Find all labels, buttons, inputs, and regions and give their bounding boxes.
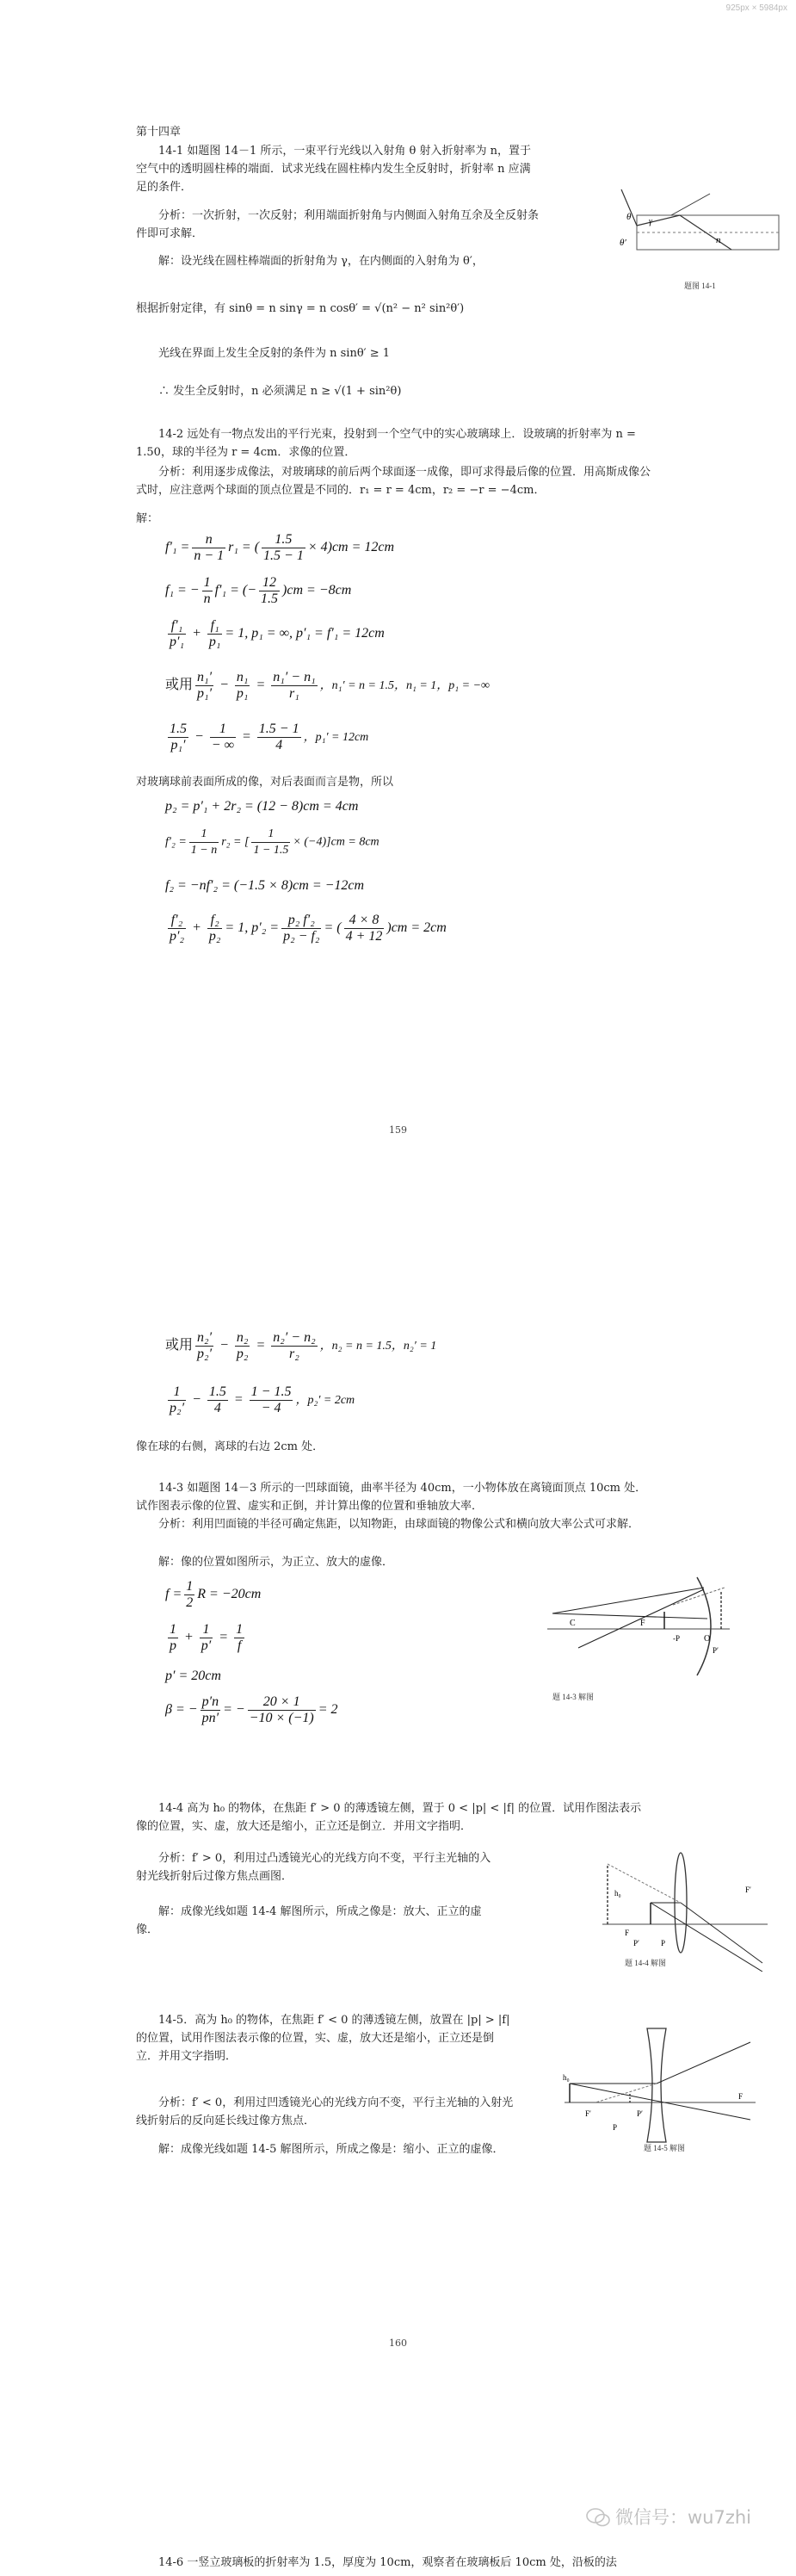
- problem-14-4-analysis: [136, 1849, 497, 1886]
- eq-end: )cm = 2cm: [386, 920, 447, 936]
- eq-end: = 1, p₁ = ∞, p′₁ = f′₁ = 12cm: [225, 626, 385, 641]
- equation-p2-prime: $\frac{1}{\text{p₂′}}$ − $\frac{1.5}{4}$ = $\frac{1 - 1.5}{- 4}$ ，p₂′ = 2cm: [170, 1384, 355, 1415]
- ray-center: [570, 2084, 750, 2120]
- figure-14-3-caption: 题 14-3 解图: [552, 1693, 594, 1701]
- eq-b-den: p₁: [236, 686, 249, 701]
- refraction-law-text: 根据折射定律，有 sinθ = n sinγ = n cosθ′ = √(n² − n² sin²θ′): [136, 302, 465, 315]
- analysis-text: 分析：利用逐步成像法，对玻璃球的前后两个球面逐一成像，即可求得最后像的位置．用高斯成像公式时，应注意两个球面的顶点位置是不同的．r₁ = r = 4cm，r₂ = −r = −4cm．: [136, 466, 651, 497]
- ray-1: [552, 1588, 704, 1613]
- ray-2: [552, 1613, 707, 1619]
- eq-d-den: 4 + 12: [345, 929, 383, 944]
- eq-den2: 1 − 1.5: [253, 844, 289, 857]
- problem-14-1-refraction-law: [136, 300, 652, 318]
- eq-den2: −10 × (−1): [249, 1711, 314, 1725]
- eq-mid: = −: [223, 1702, 245, 1718]
- eq-a-den: p₁′: [170, 738, 186, 752]
- eq-b-den: − ∞: [211, 738, 234, 752]
- problem-14-2-result: [136, 1438, 652, 1456]
- problem-14-4-statement: [136, 1799, 652, 1836]
- page-number-160: 160: [389, 2338, 407, 2349]
- label-p-prime: P′: [713, 1646, 719, 1655]
- eq-num2: 1.5: [262, 532, 305, 548]
- label-o: O: [704, 1634, 711, 1644]
- problem-14-5-analysis: [136, 2094, 515, 2130]
- eq-a-num: f′₂: [168, 913, 186, 929]
- eq-b-num: f₁: [207, 618, 223, 635]
- eq-b-num: 1: [210, 721, 236, 738]
- eq-num: 1: [186, 1579, 194, 1594]
- problem-14-5-solution: [136, 2140, 515, 2158]
- chapter-title: 第十四章: [136, 126, 182, 139]
- result-text: 像在球的右侧，离球的右边 2cm 处．: [136, 1440, 324, 1453]
- eq-a-num: 1: [168, 1384, 186, 1401]
- eq-d-num: 4 × 8: [344, 913, 385, 929]
- problem-14-6-partial: [136, 2554, 756, 2572]
- eq-end: ，p₁′ = 12cm: [303, 731, 369, 745]
- escaping-ray: [671, 194, 710, 215]
- problem-14-3-statement: [136, 1479, 652, 1515]
- problem-14-1-solution: [136, 252, 566, 270]
- eq-end: R = −20cm: [197, 1587, 262, 1602]
- eq-c-num: 1.5 − 1: [258, 721, 299, 736]
- eq-rest: r₂ = [: [221, 835, 250, 849]
- statement-text: 14-5．高为 h₀ 的物体，在焦距 f′ < 0 的薄透镜左侧，放置在 |p| > |f| 的位置，试用作图法表示像的位置，实、虚，放大还是缩小，正立还是倒立．并用文字指明．: [136, 2014, 510, 2063]
- figure-14-1: [620, 181, 792, 301]
- equation-refraction-1: 或用 $\frac{\text{n₁′}}{\text{p₁′}}$ − $\frac{\text{n₁}}{\text{p₁}}$ = $\frac{\text{n₁′ − n₁}}{\text{r₁}}$ ，n₁′ = n = 1.5，n₁ = 1，p₁ = −∞: [165, 670, 491, 701]
- equation-mirror: $\frac{1}{p}$ + $\frac{1}{p'}$ = $\frac{1}{f}$: [170, 1622, 244, 1653]
- eq-den: 1 − n: [190, 844, 218, 857]
- ray-back-extension: [595, 2084, 657, 2102]
- label-gamma: γ: [649, 217, 652, 226]
- eq-end: × 4)cm = 12cm: [307, 540, 395, 555]
- eq-num2: 20 × 1: [248, 1694, 316, 1711]
- analysis-text: 分析：f′ > 0，利用过凸透镜光心的光线方向不变，平行主光轴的入射光线折射后过像方焦点画图．: [136, 1852, 491, 1883]
- equation-refraction-2: 或用 $\frac{\text{n₂′}}{\text{p₂′}}$ − $\frac{\text{n₂}}{\text{p₂}}$ = $\frac{\text{n₂′ − n₂}}{\text{r₂}}$ ，n₂ = n = 1.5，n₂′ = 1: [165, 1330, 437, 1361]
- tir-text: 光线在界面上发生全反射的条件为 n sinθ′ ≥ 1: [158, 347, 391, 360]
- eq-lhs: β = −: [165, 1702, 198, 1718]
- figure-14-4-caption: 题 14-4 解图: [625, 1959, 666, 1967]
- eq-num: 1: [203, 575, 211, 590]
- solution-text: 解：成像光线如题 14-4 解图所示，所成之像是：放大、正立的虚像．: [136, 1905, 482, 1936]
- reflected-ray: [680, 215, 731, 250]
- eq-eq: = (: [324, 920, 342, 936]
- label-f: F: [640, 1619, 645, 1628]
- label-h0: h₀: [563, 2073, 570, 2082]
- watermark: [586, 2504, 751, 2530]
- statement-text: 14-3 如题图 14－3 所示的一凹球面镜，曲率半径为 40cm，一小物体放在离镜面顶点 10cm 处．试作图表示像的位置、虚实和正倒，并计算出像的位置和垂轴放大率．: [136, 1482, 647, 1513]
- eq-lhs: f′₁ =: [165, 540, 190, 555]
- eq-mid: = 1, p′₂ =: [225, 920, 280, 936]
- equation-magnification: [165, 1694, 338, 1726]
- eq-num: p′n: [201, 1694, 219, 1709]
- eq-a-den: p₁′: [197, 686, 213, 701]
- statement-text: 14-4 高为 h₀ 的物体，在焦距 f′ > 0 的薄透镜左侧，置于 0 < |p| < |f| 的位置．试用作图法表示像的位置，实、虚，放大还是缩小，正立还是倒立．并用文字指明．: [136, 1802, 642, 1833]
- label-p: -P: [673, 1634, 681, 1643]
- eq-c-num: n₂′ − n₂: [273, 1330, 316, 1345]
- eq-lhs: f₁ = −: [165, 583, 200, 598]
- eq-lhs: f =: [165, 1587, 182, 1602]
- statement-text: 14-1 如题图 14－1 所示，一束平行光线以入射角 θ 射入折射率为 n，置于空气中的透明圆柱棒的端面．试求光线在圆柱棒内发生全反射时，折射率 n 应满足的条件．: [136, 145, 532, 194]
- eq-lhs: 或用: [165, 1338, 194, 1353]
- eq-b-den: p₂: [208, 929, 221, 944]
- eq-end: )cm = −8cm: [282, 583, 352, 598]
- ray-diverging: [657, 2042, 750, 2084]
- eq-a-den: p′₂: [170, 929, 185, 944]
- figure-14-3: [544, 1570, 735, 1708]
- problem-14-2-note: [136, 773, 652, 791]
- virtual-ray: [673, 1588, 725, 1605]
- refracted-ray: [637, 215, 680, 226]
- eq-a-num: f′₁: [168, 618, 186, 635]
- eq-c-den: f: [237, 1638, 242, 1653]
- eq-c-num: p₂ f′₂: [281, 913, 321, 929]
- label-n: n: [716, 235, 721, 245]
- eq-end: ，n₂ = n = 1.5，n₂′ = 1: [319, 1340, 437, 1353]
- eq-b-num: n₂: [236, 1330, 249, 1345]
- eq-c-num: 1 − 1.5: [250, 1384, 292, 1399]
- eq-end: ，p₂′ = 2cm: [295, 1394, 355, 1408]
- equation-f1-prime: [165, 532, 394, 564]
- problem-14-2-analysis: [136, 463, 652, 499]
- eq-a-den: p₂′: [197, 1347, 213, 1361]
- ray-refracted: [681, 1903, 762, 1963]
- label-p: P: [613, 2123, 618, 2132]
- eq-end: ，n₁′ = n = 1.5，n₁ = 1，p₁ = −∞: [319, 679, 491, 693]
- eq-c-den: − 4: [261, 1401, 281, 1415]
- eq-den: pn′: [201, 1711, 219, 1725]
- problem-14-5-statement: [136, 2011, 515, 2065]
- dimensions-label: 925px × 5984px: [725, 3, 787, 13]
- label-p: P: [661, 1939, 666, 1947]
- equation-gauss-1: $\frac{\text{f′₁}}{\text{p′₁}}$ + $\frac{\text{f₁}}{\text{p₁}}$ = 1, p₁ = ∞, p′₁ = f′₁ = 12cm: [170, 618, 385, 649]
- problem-14-1-statement: [136, 142, 540, 196]
- conclusion-text: ∴ 发生全反射时，n 必须满足 n ≥ √(1 + sin²θ): [158, 385, 402, 398]
- label-p-prime: P′: [633, 1939, 639, 1947]
- eq-b-den: p′: [201, 1638, 212, 1653]
- eq-c-den: p₂ − f₂: [283, 929, 320, 944]
- eq-den2: 1.5: [261, 591, 279, 606]
- problem-14-3-solution: [136, 1553, 652, 1571]
- eq-c-den: r₂: [289, 1347, 299, 1361]
- eq-c-num: n₁′ − n₁: [273, 670, 316, 684]
- eq-b-num: 1.5: [208, 1384, 226, 1399]
- problem-14-4-solution: [136, 1903, 497, 1939]
- problem-14-3-analysis: [136, 1515, 652, 1533]
- eq-num2: 12: [259, 575, 280, 591]
- solution-text: 解：设光线在圆柱棒端面的折射角为 γ，在内侧面的入射角为 θ′，: [158, 255, 484, 268]
- eq-end: = 2: [318, 1702, 338, 1718]
- eq-lhs: f′₂ =: [165, 835, 187, 849]
- eq-a-den: p′₁: [170, 635, 185, 649]
- equation-p-prime: p′ = 20cm: [165, 1669, 221, 1683]
- eq-a-num: 1: [170, 1622, 176, 1637]
- equation-focal: [165, 1579, 261, 1611]
- note-text: 对玻璃球前表面所成的像，对后表面而言是物，所以: [136, 776, 394, 789]
- eq-num: n: [192, 532, 225, 548]
- problem-14-1-conclusion: [136, 382, 652, 400]
- watermark-text: 微信号：wu7zhi: [614, 2507, 751, 2528]
- page-number-159: 159: [389, 1124, 407, 1136]
- figure-14-1-caption: 题图 14-1: [684, 282, 716, 290]
- label-theta-prime: θ′: [620, 238, 626, 248]
- statement-text: 14-2 远处有一物点发出的平行光束，投射到一个空气中的实心玻璃球上．设玻璃的折射率为 n = 1.50，球的半径为 r = 4cm．求像的位置．: [136, 428, 636, 459]
- analysis-text: 分析：利用凹面镜的半径可确定焦距，以知物距，由球面镜的物像公式和横向放大率公式可求解．: [158, 1518, 640, 1531]
- solution-text: 解：成像光线如题 14-5 解图所示，所成之像是：缩小、正立的虚像．: [158, 2143, 504, 2156]
- eq-c-den: r₁: [289, 686, 299, 701]
- equation-f2: f₂ = −nf′₂ = (−1.5 × 8)cm = −12cm: [165, 878, 365, 893]
- eq-b-num: 1: [200, 1622, 213, 1638]
- label-h0: h₀: [614, 1889, 621, 1898]
- eq-a-num: 1.5: [170, 721, 187, 736]
- figure-14-5: [561, 2025, 759, 2154]
- statement-text: 14-6 一竖立玻璃板的折射率为 1.5，厚度为 10cm，观察者在玻璃板后 10cm 处，沿板的法: [158, 2556, 617, 2569]
- eq-b-num: f₂: [207, 913, 223, 929]
- label-f: F: [738, 2092, 744, 2101]
- eq-num: 1: [189, 827, 219, 843]
- equation-p1-prime: $\frac{1.5}{\text{p₁′}}$ − $\frac{1}{- \infty}$ = $\frac{1.5 - 1}{4}$ ，p₁′ = 12cm: [170, 721, 369, 752]
- eq-c-den: 4: [275, 738, 283, 752]
- label-p-prime: P′: [637, 2109, 643, 2118]
- eq-num2: 1: [251, 827, 290, 843]
- equation-gauss-2: $\frac{\text{f′₂}}{\text{p′₂}}$ + $\frac{\text{f₂}}{\text{p₂}}$ = 1, p′₂ = $\frac{\text{p₂ f′₂}}{\text{p₂ − f₂}}$ = ( $\frac{4 \times 8}{4 + 12}$ )cm = 2cm: [170, 913, 447, 944]
- eq-a-den: p: [170, 1638, 176, 1653]
- eq-b-num: n₁: [236, 670, 249, 684]
- problem-14-1-tir-condition: [136, 344, 652, 362]
- eq-lhs: 或用: [165, 678, 194, 693]
- problem-14-1-analysis: [136, 207, 540, 243]
- label-f-prime: F′: [745, 1886, 751, 1894]
- label-theta: θ: [626, 212, 632, 222]
- eq-end: × (−4)]cm = 8cm: [293, 835, 379, 849]
- eq-a-den: p₂′: [170, 1401, 185, 1415]
- eq-b-den: 4: [213, 1401, 221, 1415]
- eq-b-den: p₁: [208, 635, 221, 649]
- label-f: F: [625, 1929, 630, 1937]
- problem-14-2-statement: [136, 425, 652, 461]
- eq-den: n − 1: [194, 548, 225, 563]
- equation-p2: p₂ = p′₁ + 2r₂ = (12 − 8)cm = 4cm: [165, 799, 359, 814]
- solve-label: 解：: [136, 512, 159, 525]
- eq-a-num: n₁′: [197, 670, 213, 684]
- figure-14-4: [599, 1842, 771, 1972]
- eq-c-num: 1: [236, 1622, 244, 1637]
- label-c: C: [570, 1619, 576, 1628]
- equation-f1: [165, 575, 351, 607]
- label-f-prime: F′: [585, 2109, 591, 2118]
- wechat-icon: [586, 2508, 610, 2527]
- eq-b-den: p₂: [236, 1347, 249, 1361]
- solution-text: 解：像的位置如图所示，为正立、放大的虚像．: [158, 1556, 394, 1569]
- analysis-text: 分析：一次折射，一次反射；利用端面折射角与内侧面入射角互余及全反射条件即可求解．: [136, 209, 540, 240]
- eq-den: n: [203, 591, 211, 606]
- figure-14-5-caption: 题 14-5 解图: [644, 2144, 685, 2152]
- eq-den: 2: [186, 1595, 194, 1610]
- eq-rest: f′₁ = (−: [214, 583, 257, 598]
- eq-den2: 1.5 − 1: [263, 548, 304, 563]
- equation-f2-prime: [165, 827, 379, 858]
- analysis-text: 分析：f′ < 0，利用过凹透镜光心的光线方向不变，平行主光轴的入射光线折射后的反向延长线过像方焦点．: [136, 2096, 514, 2127]
- ray-center: [651, 1903, 762, 1972]
- eq-a-num: n₂′: [197, 1330, 213, 1345]
- eq-rest: r₁ = (: [228, 540, 260, 555]
